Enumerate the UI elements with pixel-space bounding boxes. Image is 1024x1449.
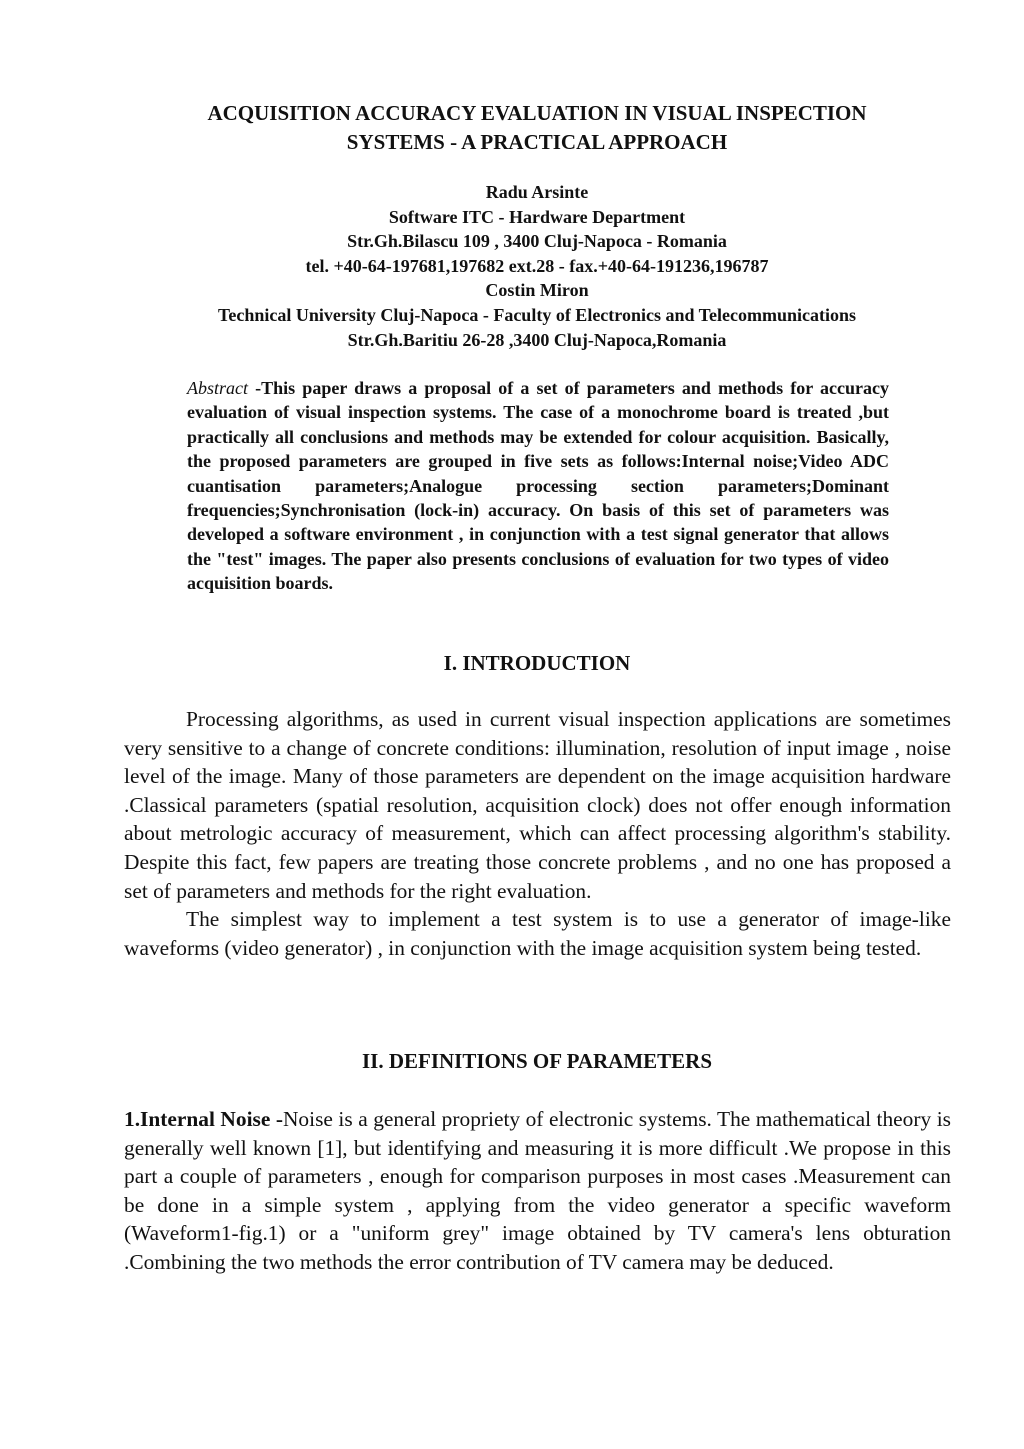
- introduction-section: [124, 705, 951, 962]
- section-heading-definitions: II. DEFINITIONS OF PARAMETERS: [361, 1049, 713, 1073]
- author-contact-1: tel. +40-64-197681,197682 ext.28 - fax.+40-64-191236,196787: [305, 255, 769, 276]
- internal-noise-text: Noise is a general propriety of electronic systems. The mathematical theory is generally well known [1], but identifying and measuring it is more difficult .We propose in this part a couple of parameters , enough for comparison purposes in most cases .Measurement can be done in a simple system , applying from the video generator a specific waveform (Waveform1-fig.1) or a "uniform grey" image obtained by TV camera's lens obturation .Combining the two methods the error contribution of TV camera may be deduced.: [124, 1107, 951, 1274]
- author-name-1: Radu Arsinte: [485, 182, 589, 202]
- section-heading-introduction: I. INTRODUCTION: [443, 651, 631, 675]
- author-name-2: Costin Miron: [485, 280, 589, 301]
- abstract: [187, 376, 889, 596]
- author-block: [100, 180, 974, 352]
- introduction-paragraph-2: The simplest way to implement a test system is to use a generator of image-like waveforms (video generator) , in conjunction with the image acquisition system being tested.: [124, 907, 951, 960]
- abstract-label: Abstract: [187, 378, 248, 398]
- author-address-1: Str.Gh.Bilascu 109 , 3400 Cluj-Napoca - Romania: [347, 231, 727, 252]
- author-affiliation-1: Software ITC - Hardware Department: [388, 206, 686, 227]
- abstract-text: -This paper draws a proposal of a set of parameters and methods for accuracy evaluation of visual inspection systems. The case of a monochrome board is treated ,but practically all conclusions and methods may be extended for colour acquisition. Basically, the proposed parameters are grouped in five sets as follows:Internal noise;Video ADC cuantisation parameters;Analogue processing section parameters;Dominant frequencies;Synchronisation (lock-in) accuracy. On basis of this set of parameters was developed a software environment , in conjunction with a test signal generator that allows the "test" images. The paper also presents conclusions of evaluation for two types of video acquisition boards.: [187, 378, 889, 594]
- title-line-1: ACQUISITION ACCURACY EVALUATION IN VISUAL INSPECTION: [207, 101, 867, 125]
- internal-noise-section: [124, 1105, 951, 1277]
- author-address-2: Str.Gh.Baritiu 26-28 ,3400 Cluj-Napoca,Romania: [347, 329, 727, 350]
- author-affiliation-2: Technical University Cluj-Napoca - Faculty of Electronics and Telecommunications: [218, 304, 856, 325]
- internal-noise-paragraph: [124, 1105, 951, 1277]
- paper-title: [100, 99, 974, 157]
- internal-noise-lead: 1.Internal Noise -: [124, 1107, 283, 1131]
- introduction-paragraph-1: Processing algorithms, as used in current visual inspection applications are sometimes very sensitive to a change of concrete conditions: illumination, resolution of input image , noise level of the image. Many of those parameters are dependent on the image acquisition hardware .Classical parameters (spatial resolution, acquisition clock) does not offer enough information about metrologic accuracy of measurement, which can affect processing algorithm's stability. Despite this fact, few papers are treating those concrete problems , and no one has proposed a set of parameters and methods for the right evaluation.: [124, 707, 951, 903]
- title-line-2: SYSTEMS - A PRACTICAL APPROACH: [346, 130, 728, 154]
